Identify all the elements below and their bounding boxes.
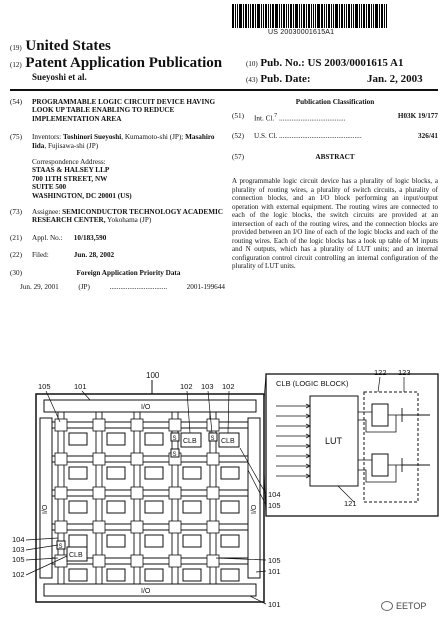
publication-date: [246, 73, 423, 85]
country-text: United States: [25, 38, 111, 54]
ref-103-left: 103: [12, 545, 25, 554]
ref-105-right-2: 105: [268, 556, 281, 565]
logic-block: [221, 501, 239, 513]
switch-circuit: [55, 453, 67, 465]
priority-row: [10, 283, 225, 291]
priority-date: Jun. 29, 2001: [20, 283, 59, 292]
wechat-icon: [381, 601, 393, 611]
foreign-code: (30): [10, 268, 22, 277]
ref-121: 121: [344, 499, 357, 508]
logic-block: [107, 467, 125, 479]
priority-dots: ................................: [109, 283, 168, 292]
abstract-heading: [232, 153, 438, 161]
country-code: (19): [10, 44, 22, 52]
switch-label-2: S: [210, 436, 215, 442]
assignee-location: Yokohama (JP): [107, 216, 152, 225]
logic-block: [107, 569, 125, 581]
switch-circuit: [131, 521, 143, 533]
logic-block: [145, 535, 163, 547]
assignee-code: (73): [10, 208, 22, 217]
logic-block: [183, 535, 201, 547]
us-cl-row: [232, 132, 438, 140]
abstract-text: A programmable logic circuit device has a plurality of logic blocks, a plurality of routing wires, a plurality of switch circuits, a plurality of connection blocks, and an I/O block performing an input/output operation with external equipment. The routing wires are connected to each of the logic blocks, the switch circuits are provided at an intersection of each of the routing wires, and the connection blocks are provided between an I/O line of each of the logic blocks and each of the routing wires. Each of the logic blocks has a look up table of M inputs and N outputs, which has a plurality of LUT units; and an internal configuration control circuit controlling an internal configuration of the plurality of LUT units.: [232, 177, 438, 271]
foreign-heading: Foreign Application Priority Data: [76, 268, 181, 277]
output-mux: [402, 408, 430, 472]
invention-title: PROGRAMMABLE LOGIC CIRCUIT DEVICE HAVING LOOK UP TABLE ENABLING TO REDUCE IMPLEMENTATION AREA: [32, 98, 216, 123]
logic-block: [145, 433, 163, 445]
logic-block: [221, 535, 239, 547]
ref-101-right: 101: [268, 567, 281, 576]
logic-block: [107, 501, 125, 513]
switch-circuit: [207, 419, 219, 431]
switch-label-3: S: [172, 452, 177, 458]
publication-number: [246, 57, 403, 69]
int-cl-row: [232, 112, 438, 123]
intcl-value: H03K 19/177: [397, 112, 438, 121]
authors: Sueyoshi et al.: [32, 72, 87, 82]
uscl-code: (52): [232, 132, 244, 141]
clb-label-3: CLB: [69, 552, 83, 559]
publication-type-heading: [10, 55, 222, 72]
io-block-right: [248, 418, 260, 578]
logic-block: [145, 501, 163, 513]
barcode-number: US 20030001615A1: [268, 29, 335, 36]
switch-circuit: [93, 453, 105, 465]
logic-block: [69, 467, 87, 479]
switch-circuit: [131, 487, 143, 499]
switch-circuit: [55, 487, 67, 499]
inventor-1-location: , Kumamoto-shi (JP);: [121, 133, 184, 142]
abstract-title: ABSTRACT: [315, 152, 355, 161]
pubtype-text: Patent Application Publication: [25, 55, 223, 71]
logic-block: [69, 535, 87, 547]
ref-100: 100: [146, 371, 160, 380]
inventor-2: Masahiro Iida: [32, 133, 215, 150]
switch-circuit: [207, 555, 219, 567]
ref-102-top: 102: [180, 382, 193, 391]
assignee-name: SEMICONDUCTOR TECHNOLOGY ACADEMIC RESEARCH CENTER,: [32, 208, 223, 225]
intcl-dots: .....................................: [278, 114, 346, 123]
flipflop-2: [372, 454, 388, 476]
classification-abstract-column: [232, 98, 438, 271]
fpga-diagram: [0, 360, 448, 622]
priority-number: 2001-199644: [186, 283, 225, 292]
ref-102-top-2: 102: [222, 382, 235, 391]
correspondence-line: SUITE 500: [32, 183, 67, 192]
ref-105-top: 105: [38, 382, 51, 391]
switch-label-4: S: [58, 544, 63, 550]
ref-105-left: 105: [12, 555, 25, 564]
appl-label: Appl. No.:: [32, 233, 63, 242]
switch-circuit: [93, 419, 105, 431]
ref-103-top: 103: [201, 382, 214, 391]
application-number-field: [10, 234, 225, 242]
ref-105-right: 105: [268, 501, 281, 510]
switch-circuit: [169, 521, 181, 533]
watermark: [381, 601, 426, 611]
bibliographic-column: [10, 98, 225, 292]
priority-country: (JP): [78, 283, 90, 292]
switch-circuit: [93, 521, 105, 533]
logic-block: [69, 569, 87, 581]
switch-circuit: [93, 487, 105, 499]
filed-code: (22): [10, 251, 22, 260]
patent-figure: [0, 360, 448, 622]
clb-label-1: CLB: [183, 438, 197, 445]
uscl-dots: ..............................................: [278, 132, 362, 141]
switch-circuit: [207, 453, 219, 465]
ref-101-bottom: 101: [268, 600, 281, 609]
io-label-right: I/O: [251, 504, 258, 514]
intcl-label: Int. Cl.: [254, 114, 275, 123]
inset-wires: [358, 412, 402, 482]
flipflop-1: [372, 404, 388, 426]
appl-value: 10/183,590: [73, 233, 107, 242]
foreign-priority-field: [10, 269, 225, 277]
intcl-code: (51): [232, 112, 244, 121]
title-code: (54): [10, 98, 22, 106]
switch-circuit: [207, 487, 219, 499]
barcode: [232, 4, 418, 28]
io-label-top: I/O: [141, 404, 151, 411]
inset-top-leaders: [378, 377, 404, 392]
ref-102-left: 102: [12, 570, 25, 579]
pubno-label: Pub. No.:: [260, 57, 305, 69]
intcl-superscript: 7: [274, 113, 278, 120]
pubdate-value: Jan. 2, 2003: [367, 73, 423, 85]
logic-block: [221, 467, 239, 479]
pubdate-label: Pub. Date:: [260, 73, 311, 85]
clb-label-2: CLB: [221, 438, 235, 445]
pubno-value: US 2003/0001615 A1: [307, 57, 404, 69]
lut-label: LUT: [325, 436, 343, 446]
switch-circuit: [131, 419, 143, 431]
switch-circuit: [207, 521, 219, 533]
watermark-text: EETOP: [396, 601, 427, 611]
switch-circuit: [55, 419, 67, 431]
switch-circuit: [169, 487, 181, 499]
switch-circuit: [93, 555, 105, 567]
ref-101-top: 101: [74, 382, 87, 391]
country-heading: [10, 38, 111, 55]
pubdate-code: (43): [246, 76, 258, 84]
ref-104-right: 104: [268, 490, 281, 499]
filed-field: [10, 251, 225, 259]
io-block-left: [40, 418, 52, 578]
uscl-value: 326/41: [418, 132, 438, 141]
correspondence-line: 700 11TH STREET, NW: [32, 174, 108, 183]
logic-block: [183, 501, 201, 513]
abstract-code: (57): [232, 152, 244, 161]
switch-circuit: [131, 555, 143, 567]
logic-block: [221, 569, 239, 581]
assignee-label: Assignee:: [32, 208, 61, 217]
logic-block: [107, 433, 125, 445]
logic-block: [183, 467, 201, 479]
filed-label: Filed:: [32, 251, 49, 260]
logic-block: [145, 467, 163, 479]
switch-circuit: [169, 419, 181, 431]
logic-block: [69, 433, 87, 445]
logic-block: [107, 535, 125, 547]
assignee-field: [10, 208, 225, 225]
logic-block: [69, 501, 87, 513]
title-field: [10, 98, 225, 123]
logic-block: [145, 569, 163, 581]
correspondence-line: WASHINGTON, DC 20001 (US): [32, 191, 132, 200]
ref-122: 122: [374, 368, 387, 377]
lut-inputs: [276, 404, 310, 478]
ref-104-left: 104: [12, 535, 25, 544]
switch-circuit: [131, 453, 143, 465]
ref-123: 123: [398, 368, 411, 377]
pubtype-code: (12): [10, 61, 22, 69]
inventor-1: Toshinori Sueyoshi: [62, 133, 122, 142]
switch-label-1: S: [172, 436, 177, 442]
io-label-bottom: I/O: [141, 588, 151, 595]
correspondence-address: [10, 158, 225, 200]
uscl-label: U.S. Cl.: [254, 132, 278, 141]
correspondence-line: STAAS & HALSEY LLP: [32, 166, 110, 175]
header-rule: [10, 89, 438, 91]
filed-value: Jun. 28, 2002: [73, 251, 115, 260]
correspondence-label: Correspondence Address:: [32, 158, 106, 167]
logic-block: [183, 569, 201, 581]
inventors-code: (75): [10, 133, 22, 142]
clb-detail-title: CLB (LOGIC BLOCK): [276, 379, 349, 388]
publication-classification-heading: Publication Classification: [295, 98, 375, 106]
inventors-field: [10, 133, 225, 150]
clb-detail-box: [266, 374, 438, 516]
inventor-2-location: , Fujisawa-shi (JP): [44, 141, 99, 150]
inventors-label: Inventors:: [32, 133, 62, 142]
switch-circuit: [169, 555, 181, 567]
pubno-code: (10): [246, 60, 258, 68]
io-label-left: I/O: [42, 504, 49, 514]
appl-code: (21): [10, 233, 22, 242]
switch-circuit: [55, 521, 67, 533]
